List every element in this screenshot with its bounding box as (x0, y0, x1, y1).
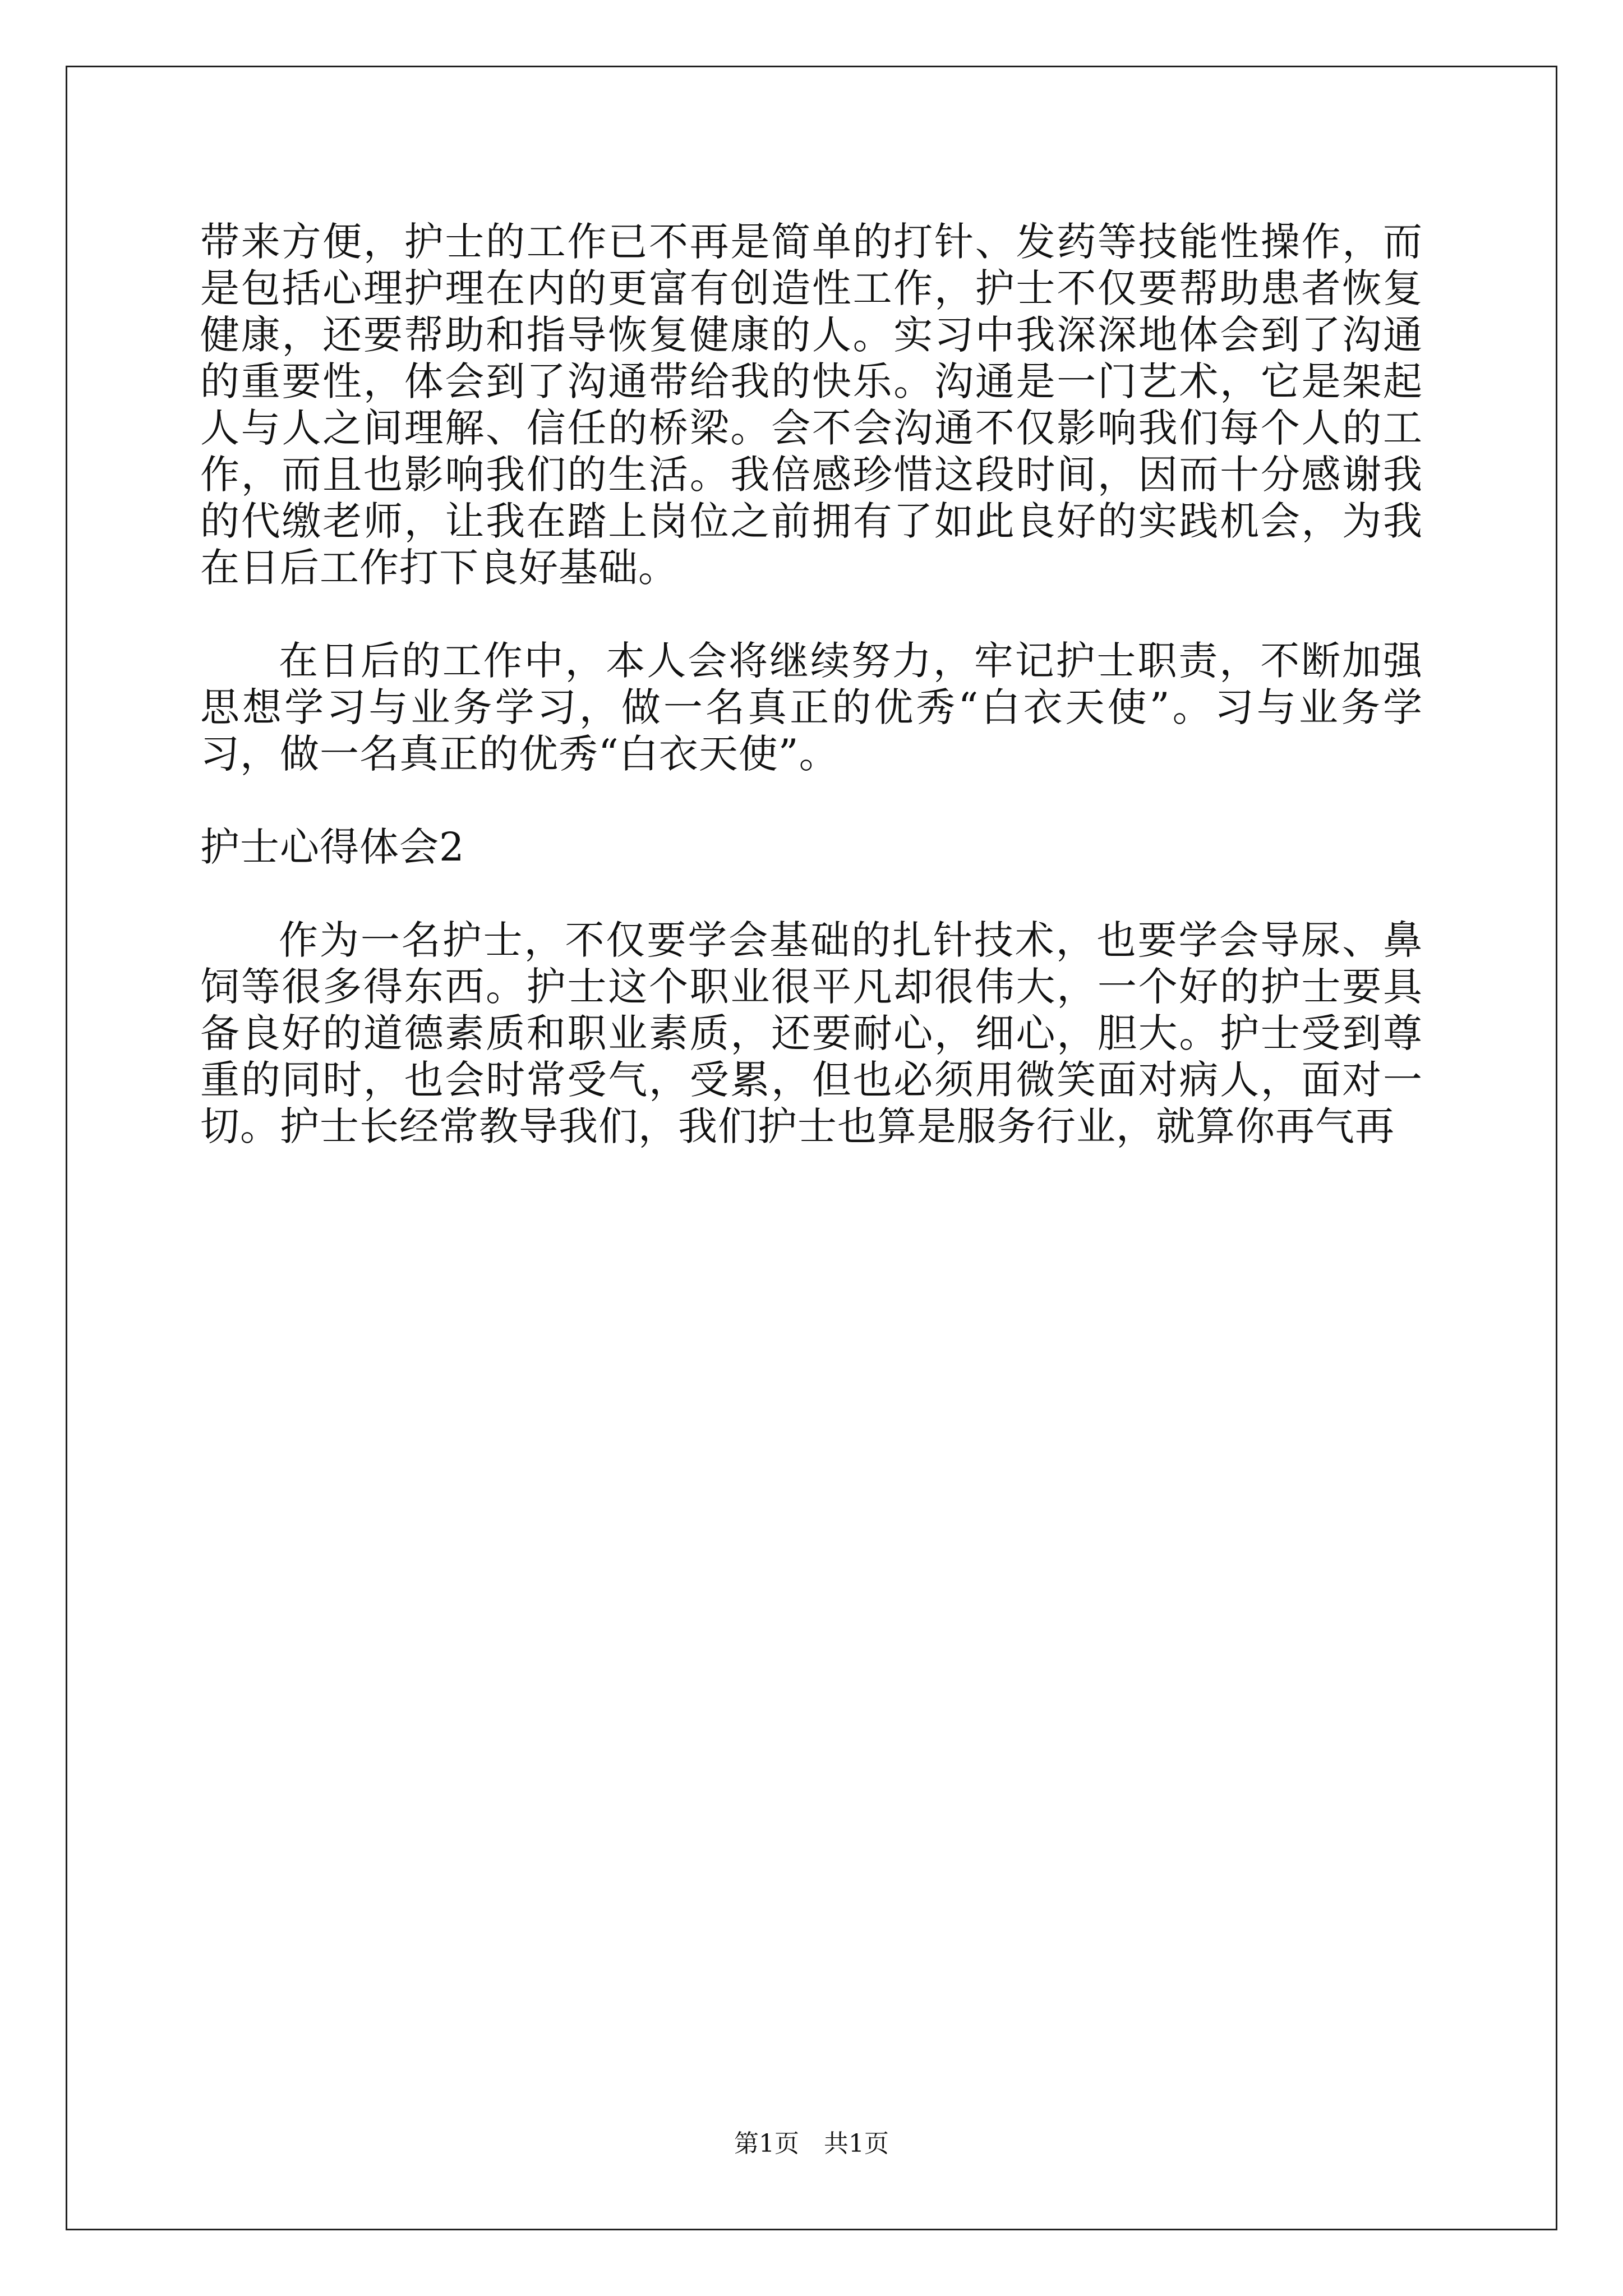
paragraph-continued: 带来方便，护士的工作已不再是简单的打针、发药等技能性操作，而是包括心理护理在内的更富有创造性工作，护士不仅要帮助患者恢复健康，还要帮助和指导恢复健康的人。实习中我深深地体会到了沟通的重要性，体会到了沟通带给我的快乐。沟通是一门艺术，它是架起人与人之间理解、信任的桥梁。会不会沟通不仅影响我们每个人的工作，而且也影响我们的生活。我倍感珍惜这段时间，因而十分感谢我的代缴老师，让我在踏上岗位之前拥有了如此良好的实践机会，为我在日后工作打下良好基础。 (200, 219, 1423, 591)
page-footer: 第1页 共1页 (734, 2129, 889, 2158)
paragraph-commitment: 在日后的工作中，本人会将继续努力，牢记护士职责，不断加强思想学习与业务学习，做一名真正的优秀“白衣天使”。习与业务学习，做一名真正的优秀“白衣天使”。 (200, 638, 1423, 777)
document-body (200, 219, 1423, 1197)
paragraph-section-2: 作为一名护士，不仅要学会基础的扎针技术，也要学会导尿、鼻饲等很多得东西。护士这个职业很平凡却很伟大，一个好的护士要具备良好的道德素质和职业素质，还要耐心，细心，胆大。护士受到尊重的同时，也会时常受气，受累，但也必须用微笑面对病人，面对一切。护士长经常教导我们，我们护士也算是服务行业，就算你再气再 (200, 917, 1423, 1149)
section-heading: 护士心得体会2 (200, 824, 465, 870)
